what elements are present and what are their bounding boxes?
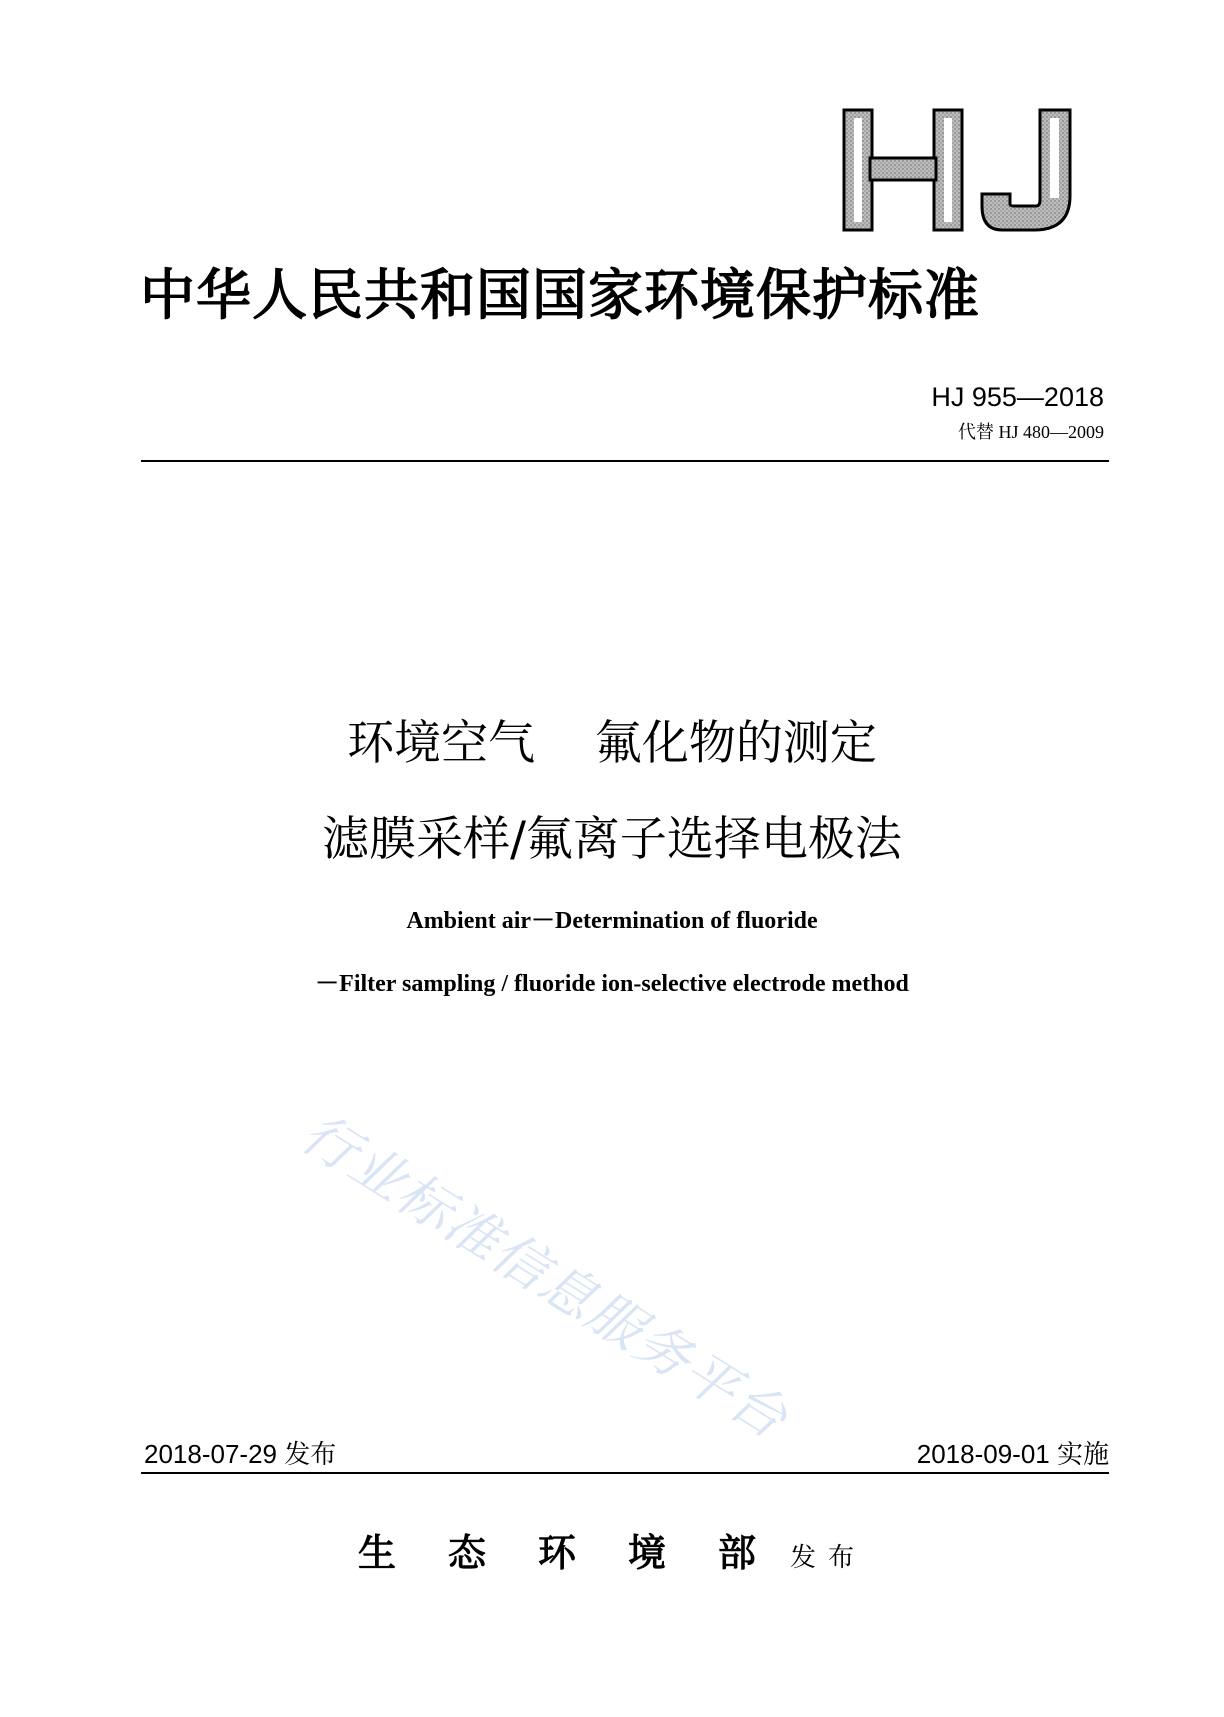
top-divider (141, 460, 1109, 462)
title-en-line2: －Filter sampling / fluoride ion-selective electrode method (315, 971, 909, 997)
issue-date: 2018-07-29 发布 (144, 1439, 337, 1469)
bottom-divider (141, 1472, 1109, 1474)
publisher-organization: 生态环境部 (357, 1530, 808, 1575)
standard-category-title: 中华人民共和国国家环境保护标准 (140, 262, 981, 327)
hj-logo (842, 108, 1074, 232)
implementation-date: 2018-09-01 实施 (916, 1439, 1109, 1469)
watermark: 行业标准信息服务平台 (290, 1101, 800, 1452)
replaces-standard: 代替 HJ 480—2009 (957, 422, 1104, 442)
title-cn-line1: 环境空气 氟化物的测定 (347, 716, 877, 771)
title-cn-line2: 滤膜采样/氟离子选择电极法 (322, 812, 902, 867)
title-en-line1: Ambient air－Determination of fluoride (406, 908, 818, 934)
publisher-line (0, 1522, 1224, 1577)
standard-number: HJ 955—2018 (931, 382, 1104, 412)
publish-action: 发布 (790, 1543, 867, 1573)
